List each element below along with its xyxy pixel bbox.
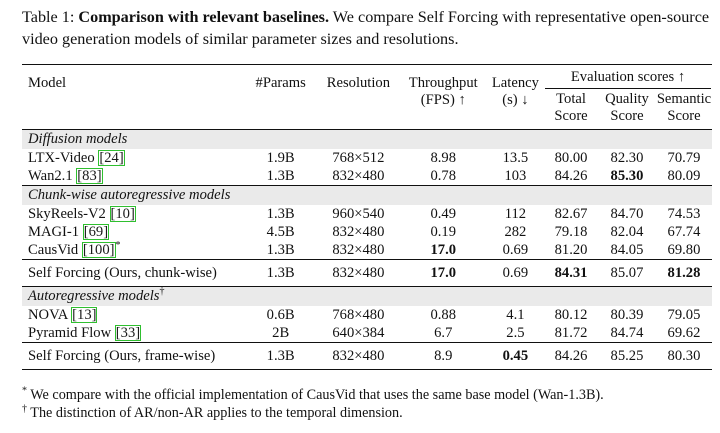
cell-throughput: 0.19 (430, 224, 457, 240)
citation-number: 24 (104, 150, 119, 166)
cell-quality: 82.30 (610, 150, 644, 166)
cell-resolution: 960×540 (332, 206, 385, 222)
model-name-text: NOVA (28, 307, 68, 323)
model-name-text: MAGI-1 (28, 224, 80, 240)
cell-latency: 4.1 (506, 307, 525, 323)
table-caption (22, 6, 712, 50)
model-name (22, 205, 244, 223)
header-row-1 (22, 65, 712, 92)
cell-quality: 82.04 (610, 224, 644, 240)
cell-total: 81.72 (554, 325, 588, 341)
table-row-ours-chunk (22, 260, 712, 287)
model-name-text: LTX-Video (28, 150, 95, 166)
cell-quality: 84.70 (610, 206, 644, 222)
cell-params: 1.3B (244, 343, 317, 370)
model-name-text: SkyReels-V2 (28, 206, 106, 222)
evaluation-label: Evaluation scores ↑ (545, 69, 711, 89)
cell-throughput: 0.49 (430, 206, 457, 222)
cell-quality: 85.07 (598, 260, 656, 287)
cell-resolution: 832×480 (332, 168, 385, 184)
cell-latency: 2.5 (506, 325, 525, 341)
cell-latency: 112 (504, 206, 527, 222)
cell-total: 81.20 (554, 242, 588, 258)
footnote-mark: † (159, 286, 165, 298)
citation-number: 33 (120, 325, 136, 341)
cell-latency: 0.69 (502, 242, 529, 258)
citation-link[interactable]: [33] (115, 325, 141, 341)
cell-params: 1.3B (244, 260, 317, 287)
section-label-text: Autoregressive models (28, 288, 160, 304)
cell-throughput: 17.0 (430, 242, 457, 258)
section-label: Chunk-wise autoregressive models (22, 186, 712, 206)
citation-link[interactable]: [24] (99, 150, 124, 166)
citation-link[interactable]: [100] (82, 242, 115, 258)
model-name: Self Forcing (Ours, chunk-wise) (22, 260, 244, 287)
comparison-table (22, 64, 712, 370)
model-name (22, 306, 244, 324)
section-ar (22, 287, 712, 307)
citation-number: 13 (77, 307, 92, 323)
table-row (22, 223, 712, 241)
cell-throughput: 8.9 (400, 343, 487, 370)
model-name: Self Forcing (Ours, frame-wise) (22, 343, 244, 370)
col-latency (487, 65, 544, 130)
model-name (22, 324, 244, 343)
cell-throughput: 0.88 (430, 307, 457, 323)
col-quality (598, 91, 656, 130)
cell-throughput: 6.7 (434, 325, 453, 341)
citation-link[interactable]: [69] (83, 224, 109, 240)
cell-latency: 13.5 (502, 150, 529, 166)
model-name (22, 149, 244, 167)
total-line2: Score (554, 108, 588, 124)
section-chunk (22, 186, 712, 206)
footnote-1 (22, 386, 712, 404)
citation-link[interactable]: [10] (110, 206, 135, 222)
cell-throughput: 0.78 (430, 168, 457, 184)
table-row-ours-frame (22, 343, 712, 370)
citation-number: 10 (115, 206, 130, 222)
total-line1: Total (556, 91, 586, 107)
model-name (22, 241, 244, 260)
cell-params: 1.3B (266, 242, 295, 258)
cell-resolution: 640×384 (332, 325, 385, 341)
semantic-line1: Semantic (656, 91, 712, 107)
footnote-mark: * (115, 240, 121, 252)
cell-throughput: 8.98 (430, 150, 457, 166)
cell-semantic: 79.05 (667, 307, 701, 323)
citation-number: 100 (87, 242, 110, 258)
section-diffusion (22, 130, 712, 150)
latency-line2: (s) ↓ (502, 92, 529, 108)
cell-latency: 103 (504, 168, 527, 184)
section-label (22, 287, 712, 307)
cell-resolution: 832×480 (332, 224, 385, 240)
table-row (22, 241, 712, 260)
caption-text: We compare Self Forcing with representative open-source video generation models of similar parameter sizes and resolutions. (22, 8, 710, 48)
table-row (22, 306, 712, 324)
semantic-line2: Score (667, 108, 701, 124)
col-resolution: Resolution (317, 65, 400, 130)
model-name-text: CausVid (28, 242, 79, 258)
cell-resolution: 768×512 (332, 150, 385, 166)
cell-semantic: 81.28 (656, 260, 712, 287)
throughput-line1: Throughput (408, 75, 478, 91)
cell-semantic: 80.09 (667, 168, 701, 184)
latency-line1: Latency (491, 75, 539, 91)
footnote-1-mark: * (22, 385, 27, 397)
cell-semantic: 80.30 (656, 343, 712, 370)
citation-number: 69 (88, 224, 104, 240)
cell-semantic: 69.80 (667, 242, 701, 258)
col-total (544, 91, 598, 130)
cell-params: 1.3B (266, 168, 295, 184)
col-throughput (400, 65, 487, 130)
section-label: Diffusion models (22, 130, 712, 150)
table-row (22, 167, 712, 186)
cell-params: 1.3B (266, 206, 295, 222)
cell-total: 84.26 (544, 343, 598, 370)
cell-throughput: 17.0 (400, 260, 487, 287)
cell-params: 1.9B (266, 150, 295, 166)
footnote-1-text: We compare with the official implementation of CausVid that uses the same base model (Wan-1.3B). (30, 387, 604, 403)
citation-number: 83 (82, 168, 97, 184)
cell-total: 84.31 (544, 260, 598, 287)
cell-resolution: 832×480 (317, 260, 400, 287)
col-params: #Params (244, 65, 317, 130)
throughput-line2: (FPS) ↑ (420, 92, 466, 108)
cell-resolution: 768×480 (332, 307, 385, 323)
cell-latency: 0.45 (487, 343, 544, 370)
model-name (22, 167, 244, 186)
cell-total: 79.18 (554, 224, 588, 240)
caption-label: Table 1: (22, 8, 75, 26)
col-model: Model (22, 65, 244, 130)
cell-quality: 84.74 (610, 325, 644, 341)
model-name-text: Wan2.1 (28, 168, 73, 184)
col-evaluation-group (544, 65, 712, 92)
cell-params: 2B (272, 325, 290, 341)
cell-quality: 85.30 (610, 168, 644, 184)
model-name-text: Pyramid Flow (28, 325, 112, 341)
cell-latency: 282 (504, 224, 527, 240)
cell-resolution: 832×480 (317, 343, 400, 370)
cell-total: 80.12 (554, 307, 588, 323)
cell-semantic: 67.74 (667, 224, 701, 240)
table-row (22, 324, 712, 343)
cell-quality: 84.05 (610, 242, 644, 258)
footnote-2 (22, 404, 712, 422)
citation-link[interactable]: [13] (72, 307, 97, 323)
footnote-2-text: The distinction of AR/non-AR applies to the temporal dimension. (30, 405, 403, 421)
caption-title: Comparison with relevant baselines. (78, 8, 330, 26)
cell-total: 80.00 (554, 150, 588, 166)
model-name (22, 223, 244, 241)
cell-total: 84.26 (554, 168, 588, 184)
cell-resolution: 832×480 (332, 242, 385, 258)
cell-total: 82.67 (554, 206, 588, 222)
col-semantic (656, 91, 712, 130)
cell-params: 4.5B (266, 224, 295, 240)
quality-line1: Quality (605, 91, 649, 107)
table-row (22, 149, 712, 167)
cell-quality: 85.25 (598, 343, 656, 370)
cell-semantic: 70.79 (667, 150, 701, 166)
quality-line2: Score (610, 108, 644, 124)
footnotes (22, 386, 712, 422)
cell-semantic: 74.53 (667, 206, 701, 222)
cell-params: 0.6B (266, 307, 295, 323)
table-row (22, 205, 712, 223)
cell-quality: 80.39 (610, 307, 644, 323)
footnote-2-mark: † (22, 403, 27, 415)
cell-semantic: 69.62 (667, 325, 701, 341)
cell-latency: 0.69 (487, 260, 544, 287)
citation-link[interactable]: [83] (77, 168, 102, 184)
